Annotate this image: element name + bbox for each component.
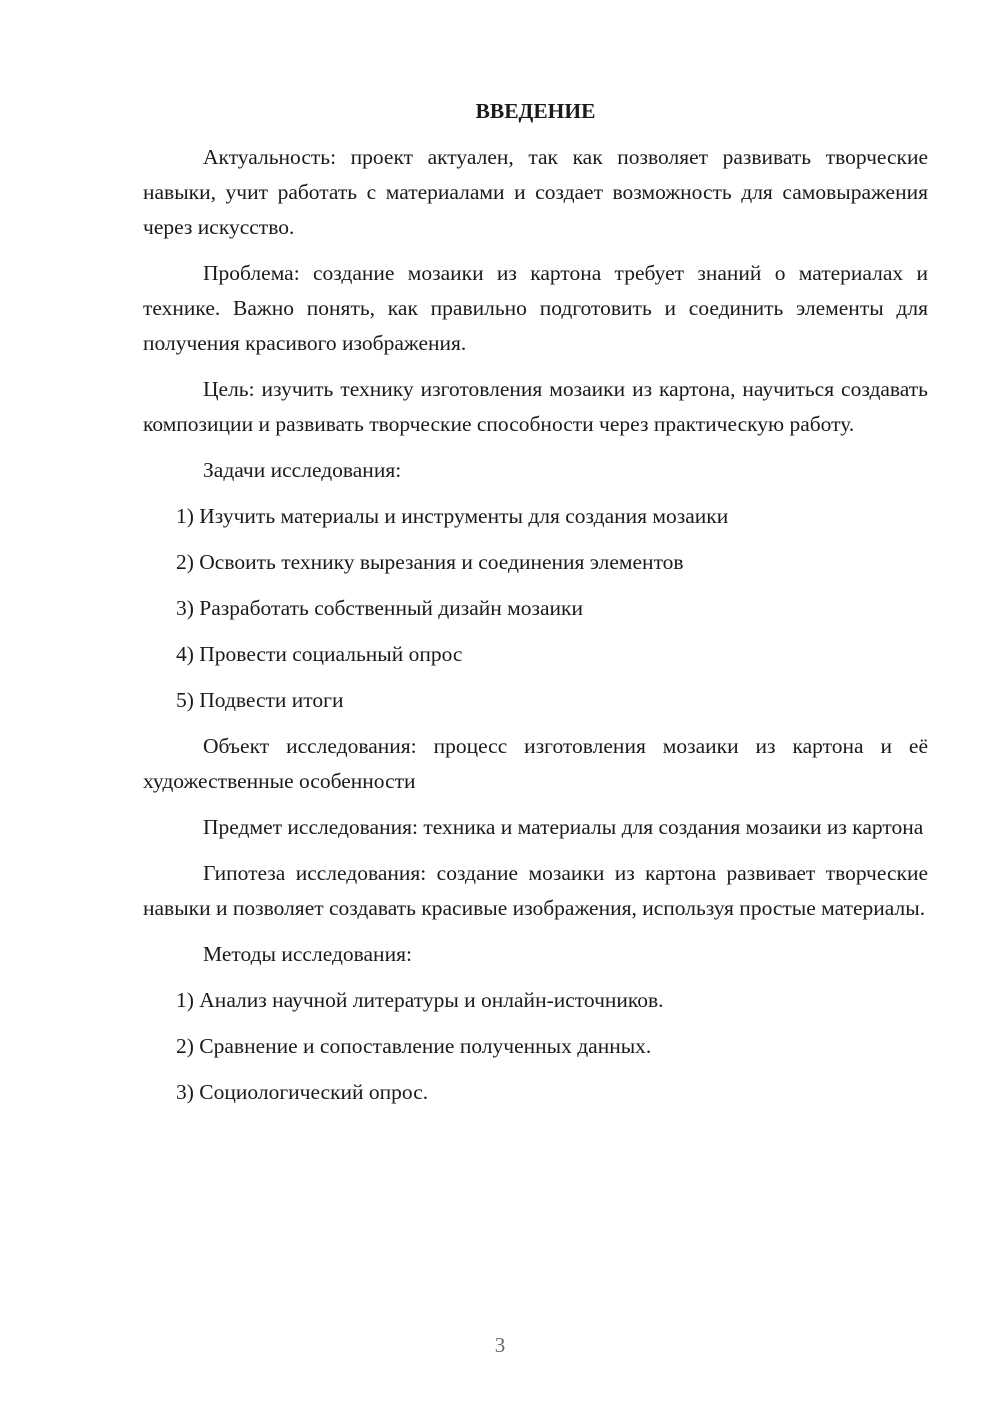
- subject-paragraph: Предмет исследования: техника и материалы для создания мозаики из картона: [203, 815, 924, 839]
- tasks-heading: Задачи исследования:: [203, 458, 402, 482]
- tasks-list: [143, 499, 928, 718]
- method-item: 2) Сравнение и сопоставление полученных данных.: [176, 1034, 652, 1058]
- task-item: 3) Разработать собственный дизайн мозаики: [176, 596, 583, 620]
- method-item: 3) Социологический опрос.: [176, 1080, 429, 1104]
- goal-paragraph: Цель: изучить технику изготовления мозаики из картона, научиться создавать композиции и развивать творческие способности через практическую работу.: [143, 377, 928, 436]
- problem-paragraph: Проблема: создание мозаики из картона требует знаний о материалах и технике. Важно понять, как правильно подготовить и соединить элементы для получения красивого изображения.: [143, 261, 928, 355]
- page-content: [143, 94, 928, 1121]
- task-item: 5) Подвести итоги: [176, 688, 344, 712]
- relevance-paragraph: Актуальность: проект актуален, так как позволяет развивать творческие навыки, учит работать с материалами и создает возможность для самовыражения через искусство.: [143, 145, 928, 239]
- object-paragraph: Объект исследования: процесс изготовления мозаики из картона и её художественные особенности: [143, 734, 928, 793]
- task-item: 1) Изучить материалы и инструменты для создания мозаики: [176, 504, 729, 528]
- page-title: ВВЕДЕНИЕ: [475, 99, 596, 123]
- method-item: 1) Анализ научной литературы и онлайн-источников.: [176, 988, 664, 1012]
- methods-list: [143, 983, 928, 1110]
- methods-heading: Методы исследования:: [203, 942, 412, 966]
- task-item: 2) Освоить технику вырезания и соединения элементов: [176, 550, 684, 574]
- page-number: 3: [494, 1333, 506, 1357]
- task-item: 4) Провести социальный опрос: [176, 642, 463, 666]
- hypothesis-paragraph: Гипотеза исследования: создание мозаики из картона развивает творческие навыки и позволяет создавать красивые изображения, используя простые материалы.: [143, 861, 928, 920]
